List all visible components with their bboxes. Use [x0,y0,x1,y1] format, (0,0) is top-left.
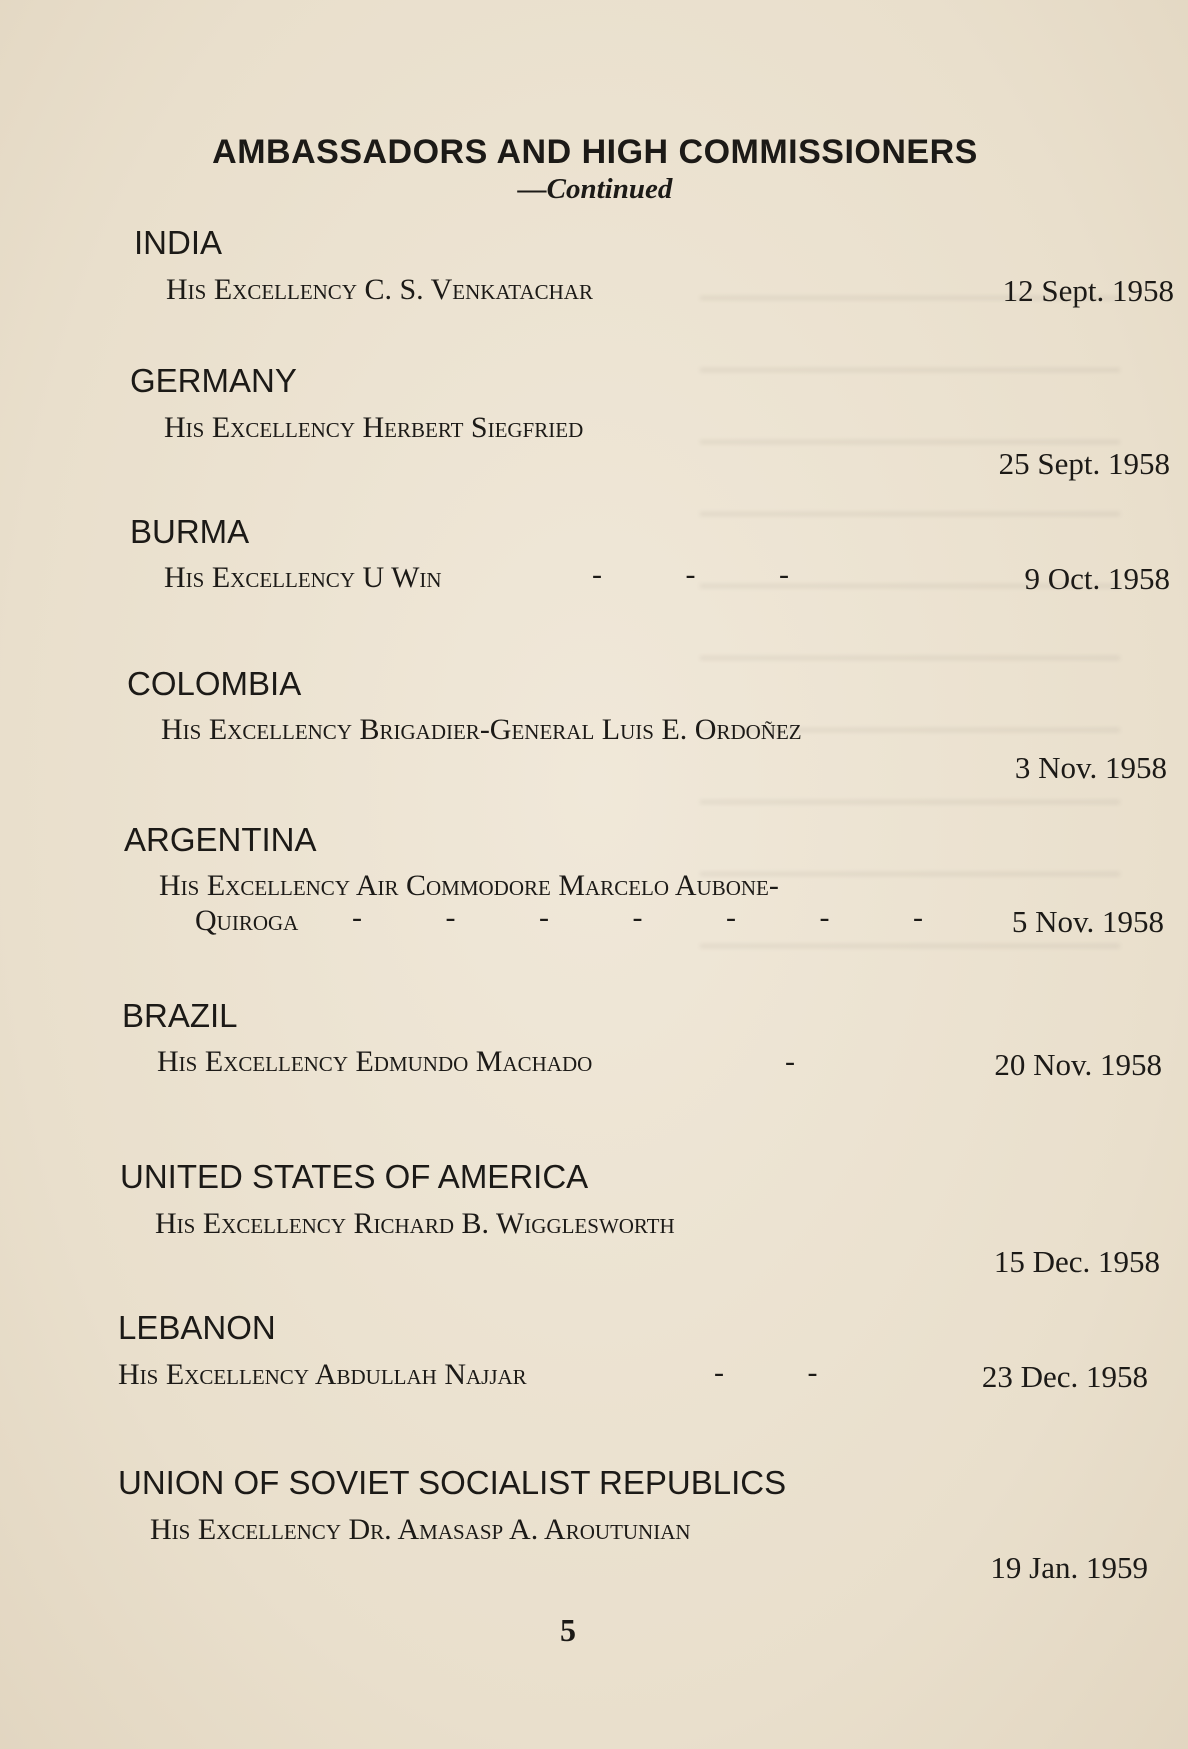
appointment-date: 3 Nov. 1958 [1014,750,1167,785]
appointment-date: 12 Sept. 1958 [1002,273,1174,308]
leader-dots: - - - [592,558,827,591]
entry-germany [130,362,1170,481]
entry-burma [130,513,1170,596]
envoy-name-continued: Quiroga [195,904,299,937]
envoy-name: His Excellency Richard B. Wigglesworth [155,1207,675,1240]
entry-usa [120,1158,1160,1279]
appointment-date: 5 Nov. 1958 [1011,904,1164,939]
leader-dots: - - - - - - - [352,901,961,934]
page-title: AMBASSADORS AND HIGH COMMISSIONERS [212,133,978,171]
envoy-name: His Excellency Herbert Siegfried [164,411,584,444]
leader-dots: - [785,1045,833,1078]
appointment-date: 15 Dec. 1958 [993,1244,1160,1279]
entry-brazil [122,997,1162,1082]
country-name: UNITED STATES OF AMERICA [120,1158,589,1195]
country-name: BURMA [130,513,250,550]
entry-india [134,224,1174,308]
envoy-name: His Excellency Air Commodore Marcelo Aubone- [159,869,779,902]
leader-dots: - - [714,1356,856,1389]
envoy-name: His Excellency Brigadier-General Luis E. Ordoñez [161,713,802,746]
entry-colombia [127,665,1167,785]
appointment-date: 23 Dec. 1958 [981,1359,1148,1394]
country-name: ARGENTINA [124,821,317,858]
country-name: GERMANY [130,362,297,399]
envoy-name: His Excellency Dr. Amasasp A. Aroutunian [150,1513,691,1546]
country-name: BRAZIL [122,997,238,1034]
page-header [130,132,1060,206]
country-name: INDIA [134,224,223,261]
appointment-date: 20 Nov. 1958 [994,1047,1162,1082]
country-name: COLOMBIA [127,665,302,702]
envoy-name: His Excellency Edmundo Machado [157,1045,593,1078]
entry-ussr [118,1464,1148,1585]
page-subtitle: —Continued [517,173,673,205]
page-number: 5 [560,1612,576,1648]
country-name: LEBANON [118,1309,276,1346]
envoy-name: His Excellency U Win [164,561,442,594]
appointment-date: 9 Oct. 1958 [1024,561,1170,596]
envoy-name: His Excellency Abdullah Najjar [118,1358,527,1391]
entry-lebanon [118,1309,1148,1394]
appointment-date: 19 Jan. 1959 [990,1550,1148,1585]
country-name: UNION OF SOVIET SOCIALIST REPUBLICS [118,1464,787,1501]
entry-argentina [124,821,1164,939]
appointment-date: 25 Sept. 1958 [998,446,1170,481]
envoy-name: His Excellency C. S. Venkatachar [166,273,593,306]
